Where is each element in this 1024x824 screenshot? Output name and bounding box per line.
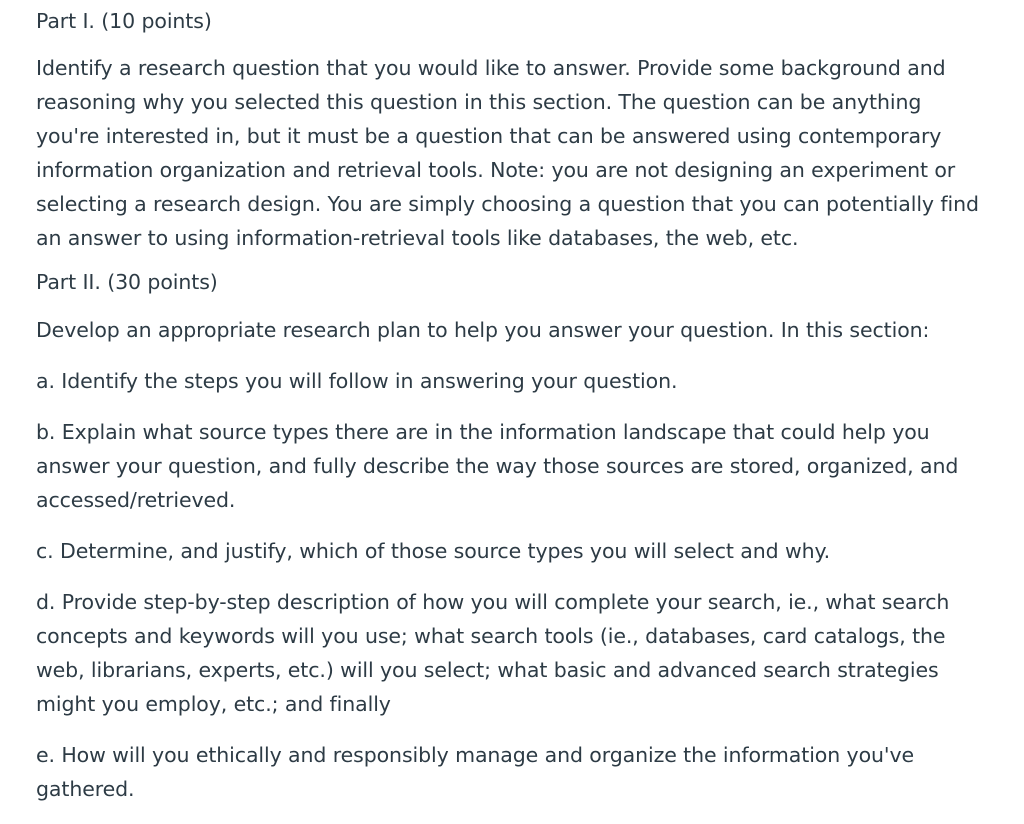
part2-heading: Part II. (30 points) [36, 270, 218, 294]
part1-line: an answer to using information-retrieval tools like databases, the web, etc. [36, 226, 799, 250]
item-b-line: answer your question, and fully describe the way those sources are stored, organized, and [36, 454, 959, 478]
item-a: a. Identify the steps you will follow in answering your question. [36, 369, 678, 393]
part1-line: you're interested in, but it must be a question that can be answered using contemporary [36, 124, 942, 148]
item-e-line: e. How will you ethically and responsibly manage and organize the information you've [36, 743, 914, 767]
item-d-line: might you employ, etc.; and finally [36, 692, 391, 716]
part1-heading: Part I. (10 points) [36, 9, 212, 33]
part1-line: Identify a research question that you would like to answer. Provide some background and [36, 56, 946, 80]
item-d-line: d. Provide step-by-step description of how you will complete your search, ie., what search [36, 590, 950, 614]
part1-line: information organization and retrieval tools. Note: you are not designing an experiment or [36, 158, 956, 182]
item-d-line: web, librarians, experts, etc.) will you select; what basic and advanced search strategies [36, 658, 939, 682]
item-e-line: gathered. [36, 777, 135, 801]
part2-intro: Develop an appropriate research plan to help you answer your question. In this section: [36, 318, 930, 342]
part1-line: selecting a research design. You are simply choosing a question that you can potentially find [36, 192, 979, 216]
part1-line: reasoning why you selected this question in this section. The question can be anything [36, 90, 922, 114]
item-b-line: accessed/retrieved. [36, 488, 236, 512]
item-c: c. Determine, and justify, which of those source types you will select and why. [36, 539, 831, 563]
item-d-line: concepts and keywords will you use; what search tools (ie., databases, card catalogs, the [36, 624, 946, 648]
item-b-line: b. Explain what source types there are in the information landscape that could help you [36, 420, 930, 444]
